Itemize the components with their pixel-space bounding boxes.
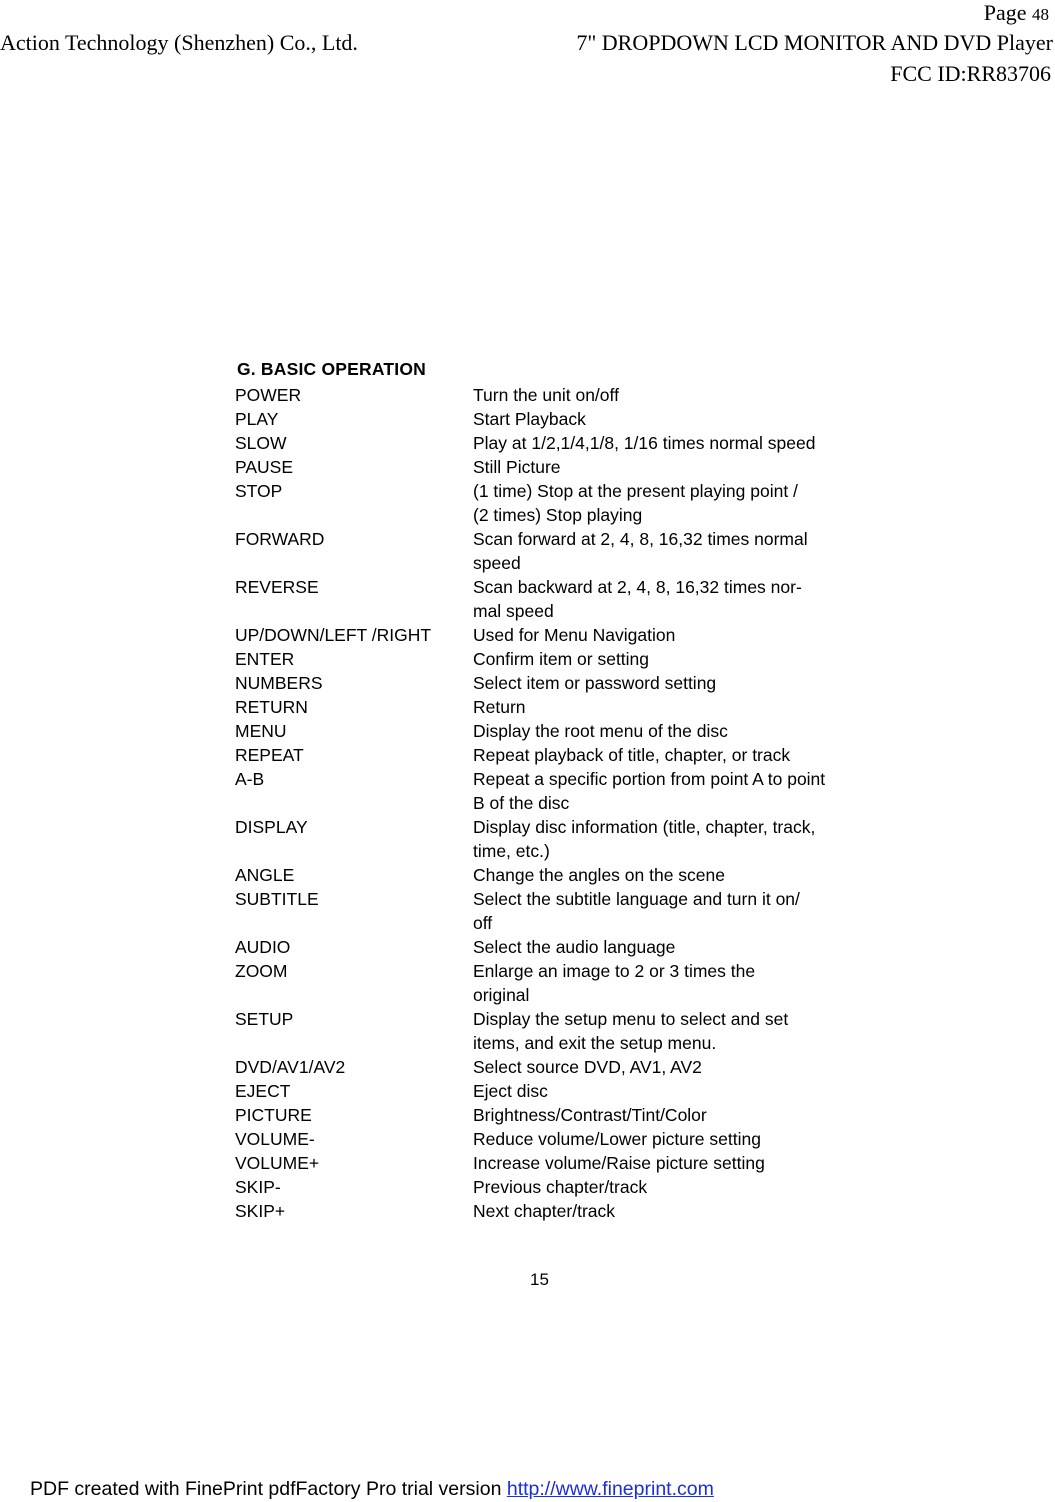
description-line: Scan forward at 2, 4, 8, 16,32 times normal	[473, 529, 808, 549]
table-row	[235, 935, 875, 959]
button-description	[473, 383, 853, 407]
section-title: G. BASIC OPERATION	[237, 359, 426, 379]
description-line: off	[473, 913, 493, 933]
table-row	[235, 1055, 875, 1079]
button-name: RETURN	[235, 697, 308, 717]
button-name: PAUSE	[235, 457, 294, 477]
button-name: REPEAT	[235, 745, 304, 765]
button-name: ENTER	[235, 649, 295, 669]
button-description	[473, 623, 853, 647]
description-line: Increase volume/Raise picture setting	[473, 1153, 765, 1173]
description-line: B of the disc	[473, 793, 570, 813]
button-description	[473, 887, 853, 935]
product-title: 7" DROPDOWN LCD MONITOR AND DVD Player	[576, 30, 1053, 55]
button-name: SUBTITLE	[235, 889, 319, 909]
button-description	[473, 959, 853, 1007]
description-line: mal speed	[473, 601, 554, 621]
button-name: ZOOM	[235, 961, 288, 981]
button-name: VOLUME-	[235, 1129, 315, 1149]
table-row	[235, 959, 875, 1007]
description-line: (2 times) Stop playing	[473, 505, 643, 525]
button-name: SETUP	[235, 1009, 294, 1029]
button-description	[473, 1055, 853, 1079]
fcc-id: FCC ID:RR83706	[890, 61, 1051, 86]
button-name: PLAY	[235, 409, 279, 429]
table-row	[235, 1079, 875, 1103]
table-row	[235, 407, 875, 431]
description-line: original	[473, 985, 530, 1005]
table-row	[235, 743, 875, 767]
button-description	[473, 431, 853, 455]
button-description	[473, 575, 853, 623]
description-line: Brightness/Contrast/Tint/Color	[473, 1105, 707, 1125]
description-line: items, and exit the setup menu.	[473, 1033, 717, 1053]
button-name: UP/DOWN/LEFT /RIGHT	[235, 625, 432, 645]
description-line: Display disc information (title, chapter, track,	[473, 817, 816, 837]
description-line: Repeat playback of title, chapter, or track	[473, 745, 791, 765]
description-line: Display the root menu of the disc	[473, 721, 728, 741]
button-name: REVERSE	[235, 577, 319, 597]
table-row	[235, 383, 875, 407]
description-line: Change the angles on the scene	[473, 865, 725, 885]
page-label	[984, 0, 1049, 26]
fineprint-link[interactable]: http://www.fineprint.com	[506, 1478, 714, 1500]
company-name: Action Technology (Shenzhen) Co., Ltd.	[0, 30, 358, 55]
description-line: Repeat a specific portion from point A to point	[473, 769, 826, 789]
description-line: Eject disc	[473, 1081, 548, 1101]
table-row	[235, 695, 875, 719]
description-line: (1 time) Stop at the present playing point /	[473, 481, 798, 501]
page-number: 48	[1032, 5, 1049, 24]
button-name: ANGLE	[235, 865, 295, 885]
table-row	[235, 671, 875, 695]
page-label-text: Page	[983, 0, 1032, 25]
description-line: Used for Menu Navigation	[473, 625, 676, 645]
button-description	[473, 767, 853, 815]
description-line: Select item or password setting	[473, 673, 717, 693]
button-description	[473, 527, 853, 575]
table-row	[235, 863, 875, 887]
table-row	[235, 1199, 875, 1223]
button-description	[473, 1151, 853, 1175]
button-description	[473, 407, 853, 431]
description-line: Play at 1/2,1/4,1/8, 1/16 times normal speed	[473, 433, 816, 453]
description-line: Return	[473, 697, 526, 717]
description-line: Confirm item or setting	[473, 649, 650, 669]
description-line: Select source DVD, AV1, AV2	[473, 1057, 702, 1077]
button-description	[473, 815, 853, 863]
table-row	[235, 719, 875, 743]
table-row	[235, 575, 875, 623]
button-description	[473, 1079, 853, 1103]
table-row	[235, 623, 875, 647]
button-name: STOP	[235, 481, 283, 501]
button-name: EJECT	[235, 1081, 291, 1101]
button-name: SKIP-	[235, 1177, 281, 1197]
table-row	[235, 527, 875, 575]
button-description	[473, 1127, 853, 1151]
table-row	[235, 1127, 875, 1151]
footer-text: PDF created with FinePrint pdfFactory Pro trial version	[30, 1478, 507, 1500]
button-description	[473, 935, 853, 959]
button-description	[473, 1007, 853, 1055]
button-description	[473, 1103, 853, 1127]
button-description	[473, 1175, 853, 1199]
table-row	[235, 1103, 875, 1127]
button-description	[473, 719, 853, 743]
table-row	[235, 1151, 875, 1175]
manual-page-number: 15	[530, 1270, 549, 1289]
button-name: MENU	[235, 721, 287, 741]
button-name: SKIP+	[235, 1201, 286, 1221]
description-line: speed	[473, 553, 521, 573]
button-name: DISPLAY	[235, 817, 308, 837]
operation-table	[235, 383, 875, 1223]
button-name: AUDIO	[235, 937, 291, 957]
button-name: POWER	[235, 385, 302, 405]
table-row	[235, 815, 875, 863]
button-name: DVD/AV1/AV2	[235, 1057, 346, 1077]
button-name: PICTURE	[235, 1105, 312, 1125]
table-row	[235, 1007, 875, 1055]
basic-operation-section	[235, 358, 875, 1223]
button-name: FORWARD	[235, 529, 325, 549]
description-line: Still Picture	[473, 457, 561, 477]
description-line: Enlarge an image to 2 or 3 times the	[473, 961, 756, 981]
table-row	[235, 767, 875, 815]
description-line: Scan backward at 2, 4, 8, 16,32 times nor-	[473, 577, 802, 597]
button-name: NUMBERS	[235, 673, 323, 693]
button-description	[473, 695, 853, 719]
description-line: Start Playback	[473, 409, 586, 429]
description-line: Next chapter/track	[473, 1201, 615, 1221]
table-row	[235, 455, 875, 479]
button-description	[473, 479, 853, 527]
description-line: Reduce volume/Lower picture setting	[473, 1129, 761, 1149]
table-row	[235, 1175, 875, 1199]
button-description	[473, 671, 853, 695]
description-line: Select the subtitle language and turn it on/	[473, 889, 800, 909]
button-name: A-B	[235, 769, 265, 789]
table-row	[235, 479, 875, 527]
table-row	[235, 887, 875, 935]
button-name: SLOW	[235, 433, 287, 453]
button-description	[473, 863, 853, 887]
button-description	[473, 455, 853, 479]
button-description	[473, 743, 853, 767]
button-description	[473, 1199, 853, 1223]
button-description	[473, 647, 853, 671]
description-line: Previous chapter/track	[473, 1177, 648, 1197]
pdf-footer	[30, 1478, 714, 1501]
table-row	[235, 647, 875, 671]
table-row	[235, 431, 875, 455]
description-line: time, etc.)	[473, 841, 550, 861]
description-line: Display the setup menu to select and set	[473, 1009, 789, 1029]
description-line: Select the audio language	[473, 937, 676, 957]
button-name: VOLUME+	[235, 1153, 320, 1173]
description-line: Turn the unit on/off	[473, 385, 619, 405]
